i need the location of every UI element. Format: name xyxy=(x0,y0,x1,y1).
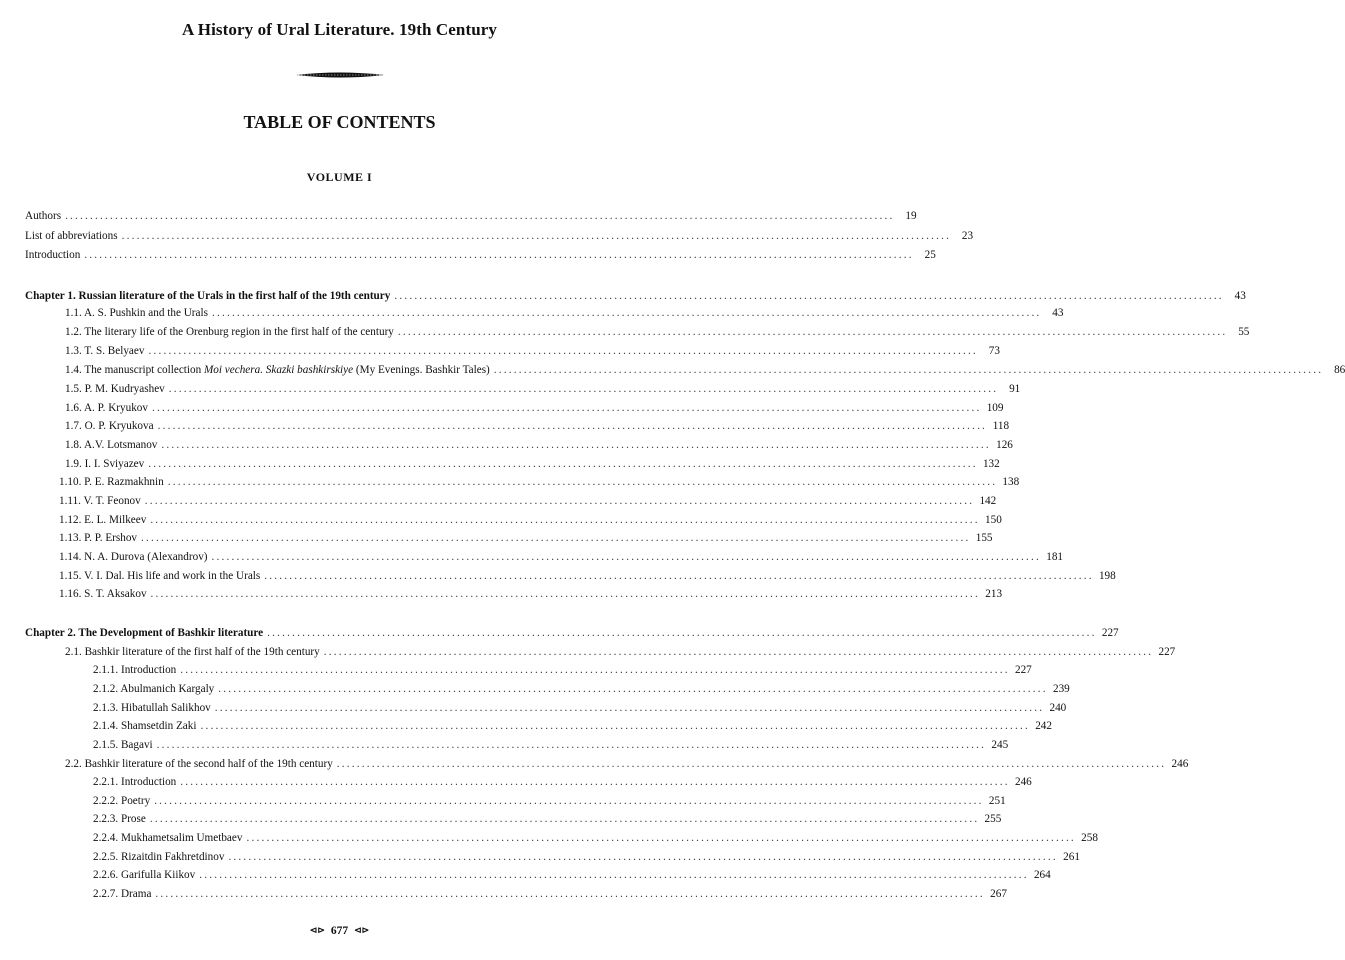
leader-dots: ...................................................................................................................................................................... xyxy=(167,476,998,488)
toc-entry-page: 242 xyxy=(1035,720,1052,732)
toc-label-italic-title: Moi vechera. Skazki bashkirskiye xyxy=(203,364,354,376)
toc-entry-2-1-5[interactable] xyxy=(93,738,1009,753)
toc-entry-1-5[interactable] xyxy=(65,382,1021,397)
leader-dots: ...................................................................................................................................................................... xyxy=(214,702,1045,714)
toc-entry-label: 2.2.5. Rizaitdin Fakhretdinov xyxy=(93,851,225,863)
leader-dots: ...................................................................................................................................................................... xyxy=(218,683,1048,695)
leader-dots: ...................................................................................................................................................................... xyxy=(121,230,952,242)
toc-entry-introduction[interactable] xyxy=(25,248,936,263)
toc-entry-label: 1.9. I. I. Sviyazev xyxy=(65,458,145,470)
toc-entry-label: Chapter 2. The Development of Bashkir literature xyxy=(25,627,264,639)
toc-entry-1-2[interactable] xyxy=(65,325,1250,340)
toc-entry-page: 86 xyxy=(1334,364,1345,376)
leader-dots: ...................................................................................................................................................................... xyxy=(161,439,991,451)
toc-entry-1-8[interactable] xyxy=(65,438,1013,453)
volume-title: VOLUME I xyxy=(306,170,373,184)
leader-dots: ...................................................................................................................................................................... xyxy=(199,869,1029,881)
toc-entry-page: 251 xyxy=(988,795,1006,807)
toc-chapter-1[interactable] xyxy=(25,289,1246,304)
leader-dots: ...................................................................................................................................................................... xyxy=(264,570,1094,582)
toc-entry-label: 2.2.6. Garifulla Kiikov xyxy=(93,869,196,881)
toc-entry-label: 1.13. P. P. Ershov xyxy=(59,532,138,544)
toc-entry-label: Chapter 1. Russian literature of the Urals in the first half of the 19th century xyxy=(25,290,391,302)
toc-entry-label: 1.5. P. M. Kudryashev xyxy=(65,383,165,395)
leader-dots: ...................................................................................................................................................................... xyxy=(211,307,1042,319)
leader-dots: ...................................................................................................................................................................... xyxy=(144,495,975,507)
toc-entry-2-1-4[interactable] xyxy=(93,719,1052,734)
toc-entry-label: 2.1.4. Shamsetdin Zaki xyxy=(93,720,197,732)
leader-dots: ...................................................................................................................................................................... xyxy=(148,345,978,357)
toc-entry-page: 267 xyxy=(990,888,1007,900)
toc-entry-label: 2.1.2. Abulmanich Kargaly xyxy=(93,683,215,695)
toc-label-post: (My Evenings. Bashkir Tales) xyxy=(353,364,490,376)
leader-dots: ...................................................................................................................................................................... xyxy=(168,383,999,395)
toc-entry-label: 2.2.7. Drama xyxy=(93,888,152,900)
toc-entry-2-2-6[interactable] xyxy=(93,868,1051,883)
toc-entry-page: 73 xyxy=(988,345,1000,357)
leader-dots: ...................................................................................................................................................................... xyxy=(151,402,982,414)
toc-entry-page: 264 xyxy=(1033,869,1051,881)
leader-dots: ...................................................................................................................................................................... xyxy=(141,532,971,544)
folio-ornament-right-icon: ⊲⊳ xyxy=(354,925,370,935)
leader-dots: ...................................................................................................................................................................... xyxy=(155,888,985,900)
toc-entry-label: 2.2.3. Prose xyxy=(93,813,146,825)
toc-entry-1-14[interactable] xyxy=(59,550,1063,565)
toc-label-pre: 1.4. The manuscript collection xyxy=(65,364,204,376)
leader-dots: ...................................................................................................................................................................... xyxy=(84,249,914,261)
leader-dots: ...................................................................................................................................................................... xyxy=(157,420,988,432)
toc-entry-page: 43 xyxy=(1052,307,1064,319)
toc-entry-2-2[interactable] xyxy=(65,757,1189,772)
toc-entry-page: 126 xyxy=(996,439,1013,451)
leader-dots: ...................................................................................................................................................................... xyxy=(246,832,1076,844)
leader-dots: ...................................................................................................................................................................... xyxy=(336,758,1167,770)
leader-dots: ...................................................................................................................................................................... xyxy=(211,551,1041,563)
leader-dots: ...................................................................................................................................................................... xyxy=(156,739,987,751)
leader-dots: ...................................................................................................................................................................... xyxy=(397,326,1228,338)
leader-dots: ...................................................................................................................................................................... xyxy=(200,720,1030,732)
toc-entry-label: 2.1. Bashkir literature of the first half of the 19th century xyxy=(65,646,320,658)
running-head: A History of Ural Literature. 19th Century xyxy=(181,20,498,39)
leader-dots: ...................................................................................................................................................................... xyxy=(154,795,984,807)
toc-entry-label: 1.10. P. E. Razmakhnin xyxy=(59,476,164,488)
toc-entry-1-4[interactable] xyxy=(65,363,1345,378)
toc-entry-label: 2.1.1. Introduction xyxy=(93,664,177,676)
toc-entry-label xyxy=(65,363,490,378)
toc-entry-page: 23 xyxy=(961,230,974,242)
toc-entry-page: 181 xyxy=(1046,551,1063,563)
toc-entry-abbreviations[interactable] xyxy=(25,229,974,244)
toc-entry-2-1-1[interactable] xyxy=(93,663,1032,678)
page-number-value: 677 xyxy=(330,925,349,937)
leader-dots: ...................................................................................................................................................................... xyxy=(493,364,1324,376)
leader-dots: ...................................................................................................................................................................... xyxy=(323,646,1154,658)
toc-entry-2-2-3[interactable] xyxy=(93,812,1002,827)
toc-entry-page: 138 xyxy=(1002,476,1020,488)
leader-dots: ...................................................................................................................................................................... xyxy=(394,290,1224,302)
toc-entry-2-2-1[interactable] xyxy=(93,775,1032,790)
toc-entry-label: 2.2.1. Introduction xyxy=(93,776,177,788)
toc-entry-1-7[interactable] xyxy=(65,419,1010,434)
toc-entry-label: 1.11. V. T. Feonov xyxy=(59,495,141,507)
toc-entry-1-1[interactable] xyxy=(65,306,1064,321)
page-number xyxy=(0,925,679,937)
toc-entry-page: 213 xyxy=(985,588,1003,600)
toc-entry-page: 132 xyxy=(982,458,1000,470)
toc-entry-page: 55 xyxy=(1238,326,1250,338)
toc-entry-page: 142 xyxy=(979,495,997,507)
toc-entry-label: 2.1.3. Hibatullah Salikhov xyxy=(93,702,211,714)
toc-entry-page: 198 xyxy=(1098,570,1116,582)
toc-entry-1-9[interactable] xyxy=(65,457,1000,472)
toc-entry-2-2-2[interactable] xyxy=(93,794,1006,809)
toc-entry-1-11[interactable] xyxy=(59,494,997,509)
toc-entry-2-2-4[interactable] xyxy=(93,831,1098,846)
toc-entry-label: 2.1.5. Bagavi xyxy=(93,739,153,751)
toc-entry-page: 109 xyxy=(986,402,1004,414)
toc-entry-label: 1.6. A. P. Kryukov xyxy=(65,402,148,414)
toc-entry-page: 150 xyxy=(985,514,1002,526)
toc-entry-authors[interactable] xyxy=(25,209,917,224)
ornament-divider-icon xyxy=(296,71,384,79)
toc-entry-1-10[interactable] xyxy=(59,475,1020,490)
toc-entry-page: 227 xyxy=(1014,664,1032,676)
toc-entry-page: 19 xyxy=(905,210,917,222)
toc-entry-page: 43 xyxy=(1234,290,1246,302)
leader-dots: ...................................................................................................................................................................... xyxy=(267,627,1097,639)
toc-entry-label: 1.12. E. L. Milkeev xyxy=(59,514,147,526)
toc-entry-label: 1.14. N. A. Durova (Alexandrov) xyxy=(59,551,208,563)
toc-entry-label: 1.3. T. S. Belyaev xyxy=(65,345,145,357)
toc-entry-1-16[interactable] xyxy=(59,587,1003,602)
toc-entry-page: 240 xyxy=(1049,702,1067,714)
toc-entry-page: 91 xyxy=(1009,383,1021,395)
leader-dots: ...................................................................................................................................................................... xyxy=(180,776,1010,788)
toc-entry-label: List of abbreviations xyxy=(25,230,118,242)
leader-dots: ...................................................................................................................................................................... xyxy=(65,210,895,222)
toc-entry-page: 258 xyxy=(1081,832,1098,844)
leader-dots: ...................................................................................................................................................................... xyxy=(180,664,1010,676)
toc-entry-page: 227 xyxy=(1101,627,1119,639)
toc-entry-page: 246 xyxy=(1171,758,1189,770)
toc-entry-label: Authors xyxy=(25,210,62,222)
toc-entry-label: 2.2.2. Poetry xyxy=(93,795,151,807)
toc-chapter-2[interactable] xyxy=(25,626,1119,641)
toc-entry-2-2-7[interactable] xyxy=(93,887,1007,902)
toc-entry-label: 1.7. O. P. Kryukova xyxy=(65,420,154,432)
toc-entry-page: 245 xyxy=(991,739,1009,751)
toc-entry-label: Introduction xyxy=(25,249,81,261)
toc-entry-1-3[interactable] xyxy=(65,344,1000,359)
leader-dots: ...................................................................................................................................................................... xyxy=(150,588,981,600)
toc-entry-page: 227 xyxy=(1158,646,1176,658)
toc-entry-1-13[interactable] xyxy=(59,531,993,546)
leader-dots: ...................................................................................................................................................................... xyxy=(150,514,980,526)
toc-entry-2-1[interactable] xyxy=(65,645,1176,660)
toc-entry-page: 261 xyxy=(1063,851,1080,863)
toc-entry-1-15[interactable] xyxy=(59,569,1116,584)
toc-entry-2-2-5[interactable] xyxy=(93,850,1080,865)
toc-entry-2-1-2[interactable] xyxy=(93,682,1070,697)
toc-entry-label: 2.2. Bashkir literature of the second half of the 19th century xyxy=(65,758,333,770)
toc-entry-label: 1.16. S. T. Aksakov xyxy=(59,588,147,600)
leader-dots: ...................................................................................................................................................................... xyxy=(149,813,980,825)
leader-dots: ...................................................................................................................................................................... xyxy=(228,851,1058,863)
toc-entry-page: 246 xyxy=(1014,776,1032,788)
toc-entry-label: 1.8. A.V. Lotsmanov xyxy=(65,439,158,451)
toc-entry-page: 118 xyxy=(992,420,1010,432)
toc-entry-label: 1.1. A. S. Pushkin and the Urals xyxy=(65,307,208,319)
toc-entry-1-6[interactable] xyxy=(65,401,1004,416)
toc-entry-1-12[interactable] xyxy=(59,513,1002,528)
toc-entry-label: 2.2.4. Mukhametsalim Umetbaev xyxy=(93,832,243,844)
toc-entry-page: 255 xyxy=(984,813,1002,825)
toc-entry-label: 1.2. The literary life of the Orenburg region in the first half of the century xyxy=(65,326,394,338)
toc-entry-page: 25 xyxy=(924,249,936,261)
toc-entry-page: 155 xyxy=(975,532,993,544)
toc-entry-page: 239 xyxy=(1052,683,1070,695)
folio-ornament-left-icon: ⊲⊳ xyxy=(309,925,325,935)
toc-title: TABLE OF CONTENTS xyxy=(243,112,436,132)
toc-entry-label: 1.15. V. I. Dal. His life and work in the Urals xyxy=(59,570,261,582)
leader-dots: ...................................................................................................................................................................... xyxy=(148,458,978,470)
toc-entry-2-1-3[interactable] xyxy=(93,701,1067,716)
